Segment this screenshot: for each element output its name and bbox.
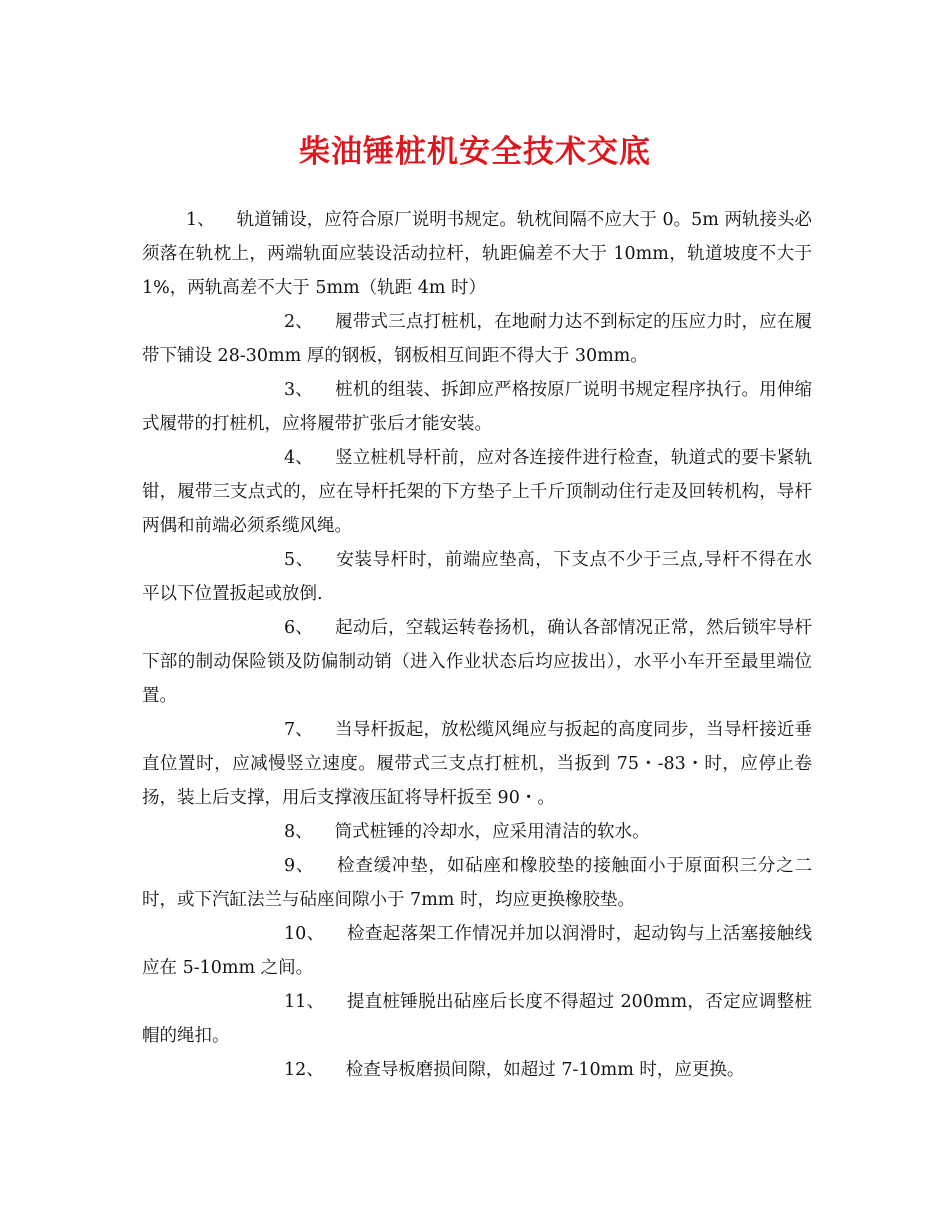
- item-text: 检查导板磨损间隙，如超过 7-10mm 时，应更换。: [345, 1060, 745, 1080]
- item-text: 提直桩锤脱出砧座后长度不得超过 200mm，否定应调整桩帽的绳扣。: [142, 992, 812, 1046]
- item-number: 5、: [284, 550, 314, 570]
- paragraph-item: [142, 441, 812, 543]
- item-text: 履带式三点打桩机，在地耐力达不到标定的压应力时，应在履带下铺设 28-30mm 厚的钢板，钢板相互间距不得大于 30mm。: [142, 312, 813, 366]
- item-number: 10、: [284, 924, 325, 944]
- item-number: 8、: [284, 822, 313, 842]
- item-text: 当导杆扳起，放松缆风绳应与扳起的高度同步，当导杆接近垂直位置时，应减慢竖立速度。履带式三支点打桩机，当扳到 75・-83・时，应停止卷扬，装上后支撑，用后支撑液压缸将导杆扳至 90・。: [142, 720, 813, 808]
- item-text: 检查起落架工作情况并加以润滑时，起动钩与上活塞接触线应在 5-10mm 之间。: [142, 924, 812, 978]
- document-body: [142, 203, 812, 1087]
- paragraph-item: [142, 543, 812, 611]
- item-number: 12、: [284, 1060, 324, 1080]
- item-text: 轨道铺设，应符合原厂说明书规定。轨枕间隔不应大于 0。5m 两轨接头必须落在轨枕上，两端轨面应装设活动拉杆，轨距偏差不大于 10mm，轨道坡度不大于 1%，两轨高差不大于 5mm（轨距 4m 时）: [142, 210, 812, 298]
- paragraph-item: [142, 305, 812, 373]
- item-number: 7、: [284, 720, 313, 740]
- item-number: 9、: [284, 856, 315, 876]
- paragraph-item: [142, 713, 812, 815]
- item-number: 4、: [284, 448, 313, 468]
- paragraph-item: [142, 985, 812, 1053]
- item-text: 筒式桩锤的冷却水，应采用清洁的软水。: [334, 822, 650, 842]
- paragraph-item: [142, 815, 812, 849]
- document-title: 柴油锤桩机安全技术交底: [299, 134, 651, 170]
- item-number: 2、: [284, 312, 313, 332]
- paragraph-item: [142, 611, 812, 713]
- paragraph-item: [142, 1053, 812, 1087]
- paragraph-item: [142, 373, 812, 441]
- item-text: 安装导杆时，前端应垫高，下支点不少于三点,导杆不得在水平以下位置扳起或放倒.: [142, 550, 812, 604]
- paragraph-item: [142, 203, 812, 305]
- paragraph-item: [142, 917, 812, 985]
- item-text: 桩机的组装、拆卸应严格按原厂说明书规定程序执行。用伸缩式履带的打桩机，应将履带扩张后才能安装。: [142, 380, 813, 434]
- item-number: 11、: [284, 992, 325, 1012]
- item-text: 起动后，空载运转卷扬机，确认各部情况正常，然后锁牢导杆下部的制动保险锁及防偏制动销（进入作业状态后均应拔出），水平小车开至最里端位置。: [142, 618, 813, 706]
- item-number: 6、: [284, 618, 313, 638]
- item-text: 竖立桩机导杆前，应对各连接件进行检查，轨道式的要卡紧轨钳，履带三支点式的，应在导杆托架的下方垫子上千斤顶制动住行走及回转机构，导杆两偶和前端必须系缆风绳。: [142, 448, 813, 536]
- item-number: 3、: [284, 380, 313, 400]
- item-number: 1、: [186, 210, 215, 230]
- item-text: 检查缓冲垫，如砧座和橡胶垫的接触面小于原面积三分之二时，或下汽缸法兰与砧座间隙小于 7mm 时，均应更换橡胶垫。: [142, 856, 812, 910]
- paragraph-item: [142, 849, 812, 917]
